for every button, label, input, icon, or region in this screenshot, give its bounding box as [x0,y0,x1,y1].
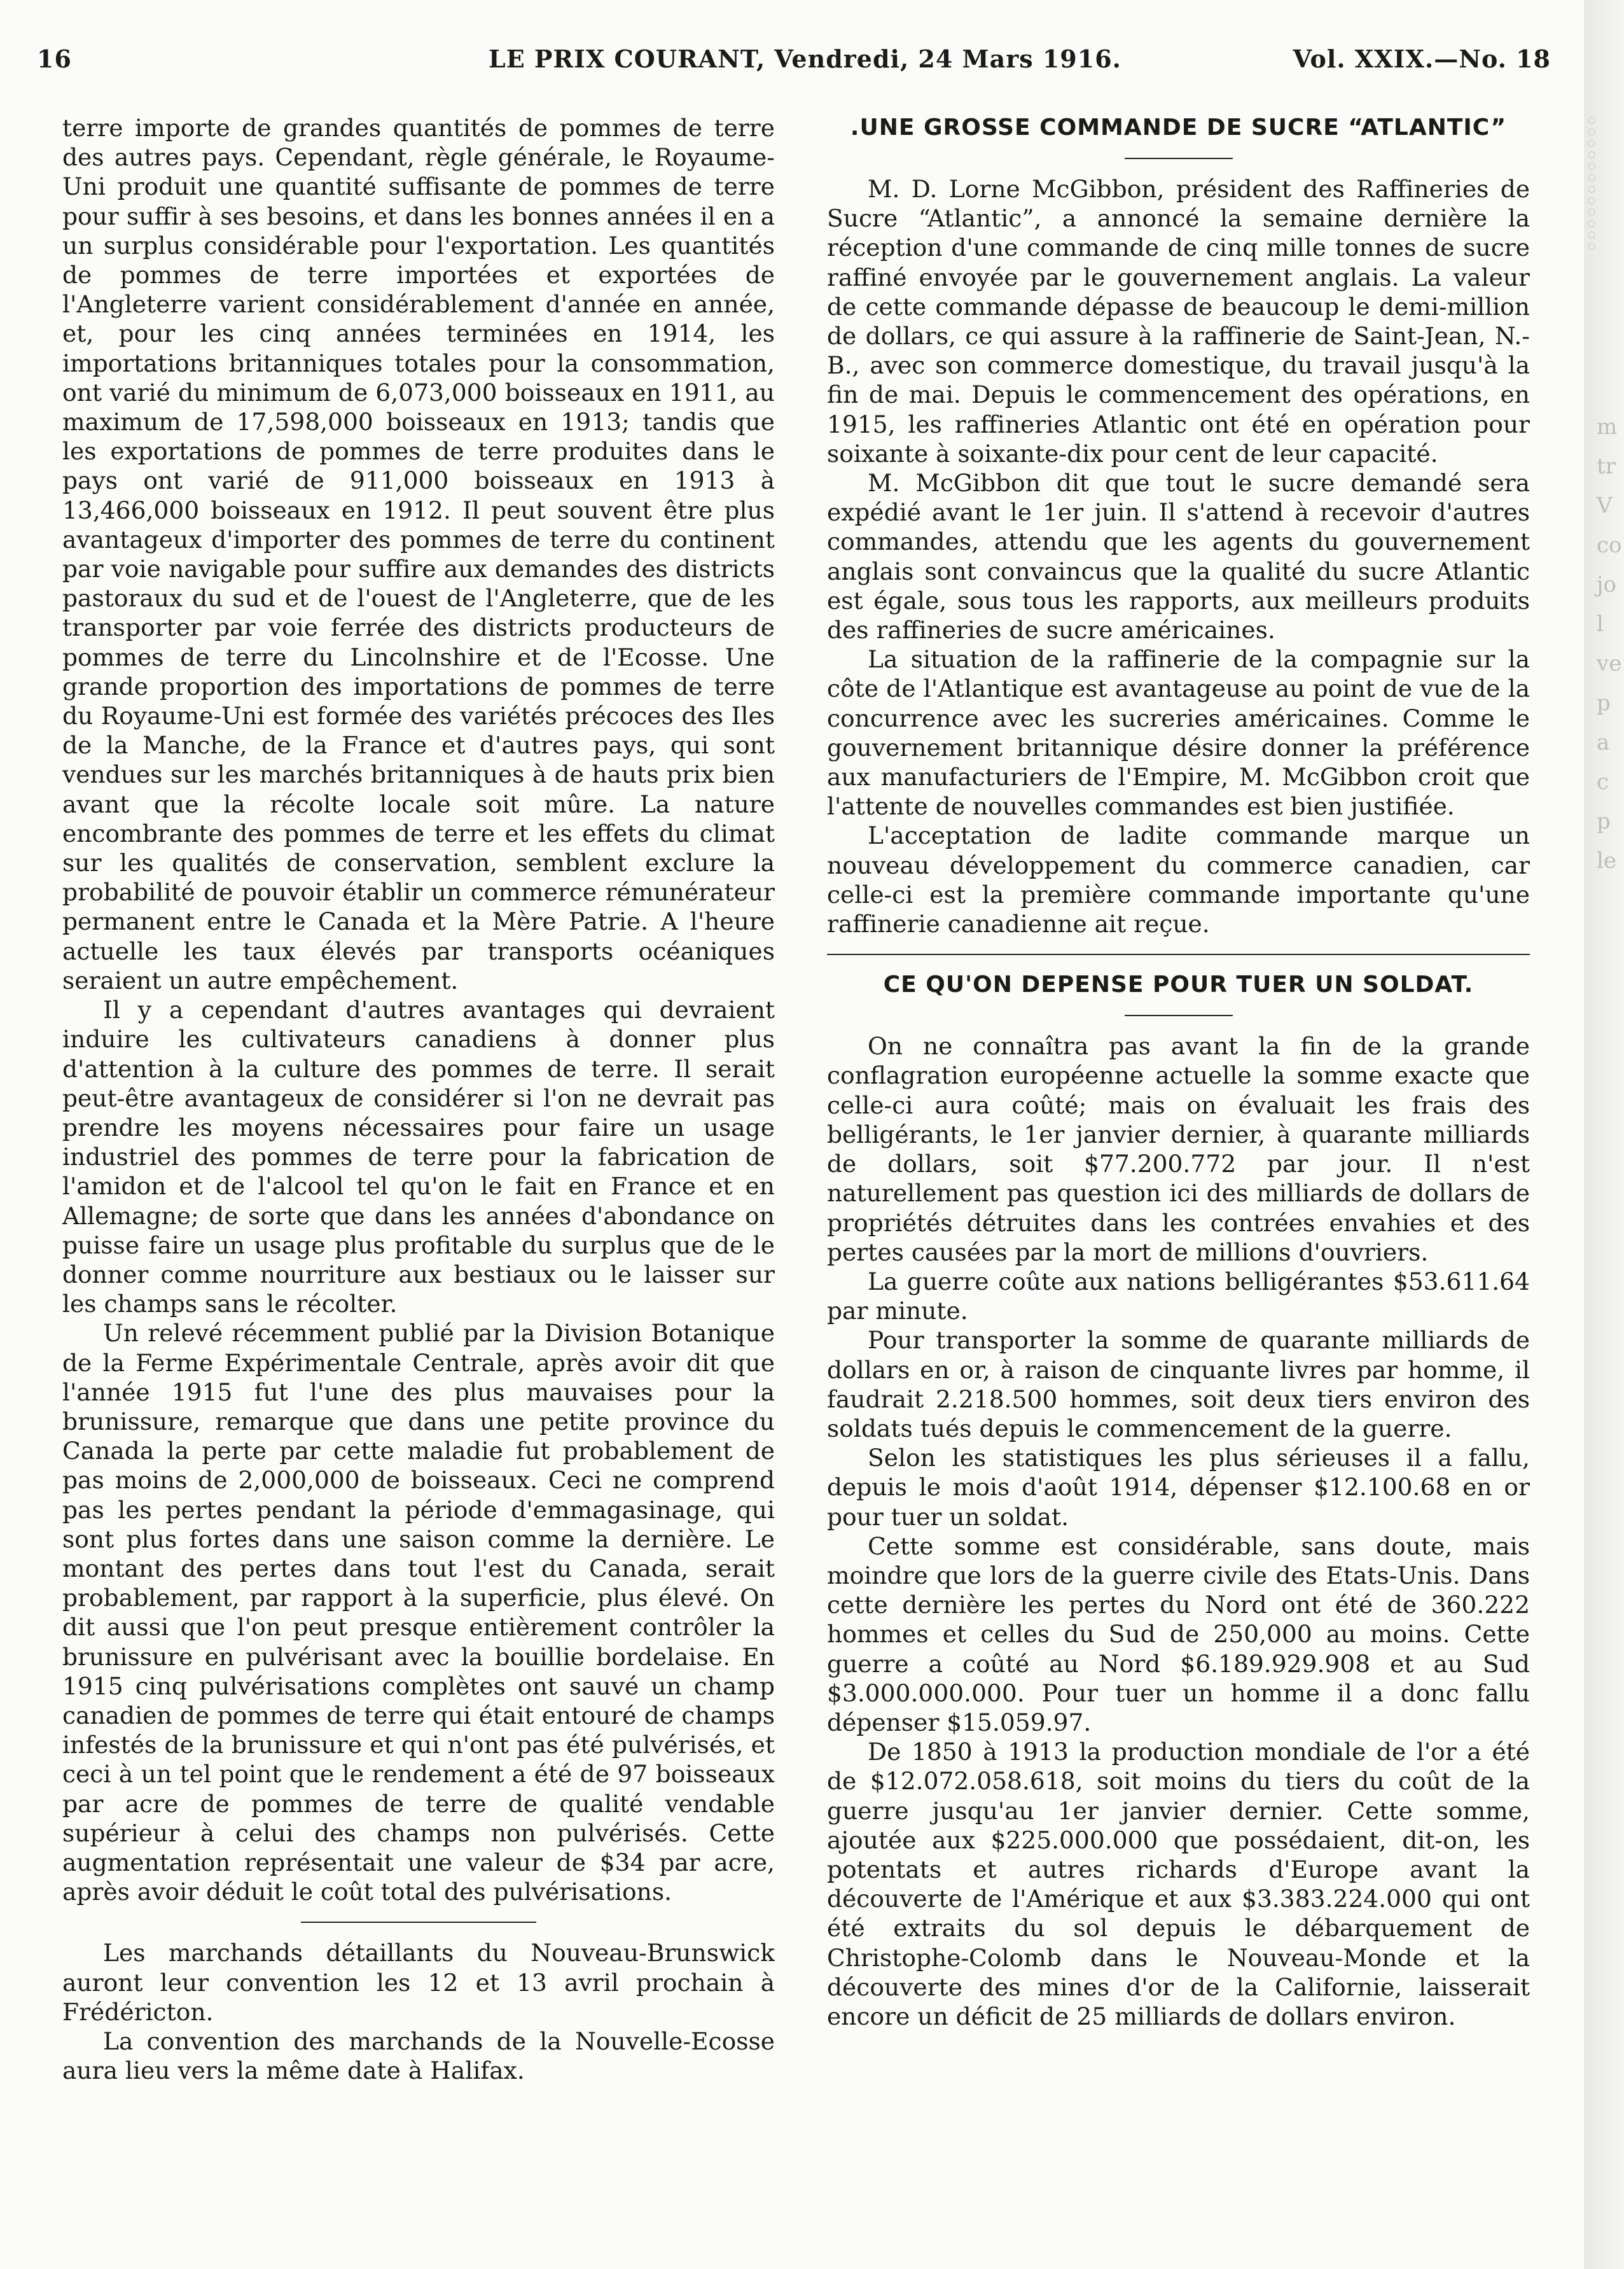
edge-letter: tr [1597,454,1616,479]
article-paragraph: M. D. Lorne McGibbon, président des Raffineries de Sucre “Atlantic”, a annoncé la semaine dernière la réception d'une commande de cinq mille tonnes de sucre raffiné envoyée par le gouvernement anglais. La valeur de cette commande dépasse de beaucoup le demi-million de dollars, ce qui assure à la raffinerie de Saint-Jean, N.-B., avec son commerce domestique, du travail jusqu'à la fin de mai. Depuis le commencement des opérations, en 1915, les raffineries Atlantic ont été en opération pour soixante à soixante-dix pour cent de leur capacité. [827,175,1530,468]
news-note: La convention des marchands de la Nouvelle-Ecosse aura lieu vers la même date à Halifax. [62,2027,775,2085]
article-paragraph: Cette somme est considérable, sans doute, mais moindre que lors de la guerre civile des Etats-Unis. Dans cette dernière les pertes du Nord ont été de 360.222 hommes et celles du Sud de 250,000 au moins. Cette guerre a coûté au Nord $6.189.929.908 et au Sud $3.000.000.000. Pour tuer un homme il a donc fallu dépenser $15.059.97. [827,1532,1530,1736]
edge-letter: p [1597,690,1611,716]
news-note: Les marchands détaillants du Nouveau-Brunswick auront leur convention les 12 et 13 avril prochain à Frédéricton. [62,1939,775,2026]
edge-letter: c [1597,769,1609,795]
page-header [37,45,1551,89]
left-column [62,113,775,2242]
edge-letter: le [1597,848,1616,874]
article-paragraph: L'acceptation de ladite commande marque un nouveau développement du commerce canadien, car celle-ci est la première commande importante qu'une raffinerie canadienne ait reçue. [827,821,1530,939]
edge-letter: a [1597,730,1610,755]
article-paragraph: La situation de la raffinerie de la compagnie sur la côte de l'Atlantique est avantageuse au point de vue de la concurrence avec les sucreries américaines. Comme le gouvernement britannique désire donner la préférence aux manufacturiers de l'Empire, M. McGibbon croit que l'attente de nouvelles commandes est bien justifiée. [827,645,1530,821]
binding-holes: ○ ○ ○ ○ ○ ○ ○ ○ ○ ○ ○ ○ [1588,115,1596,251]
edge-letter: V [1597,493,1613,519]
article-paragraph: Il y a cependant d'autres avantages qui devraient induire les cultivateurs canadiens à donner plus d'attention à la culture des pommes de terre. Il serait peut-être avantageux de considérer si l'on ne devrait pas prendre les moyens nécessaires pour faire un usage industriel des pommes de terre pour la fabrication de l'amidon et de l'alcool tel qu'on le fait en France et en Allemagne; de sorte que dans les années d'abondance on puisse faire un usage plus profitable du surplus que de le donner comme nourriture aux bestiaux ou le laisser sur les champs sans le récolter. [62,996,775,1318]
headline-divider [1125,1015,1233,1016]
article-paragraph: Selon les statistiques les plus sérieuses il a fallu, depuis le mois d'août 1914, dépenser $12.100.68 en or pour tuer un soldat. [827,1444,1530,1531]
edge-letter: ve [1597,651,1622,676]
adjacent-page-edge [1584,0,1624,2269]
edge-letter: m [1597,414,1618,440]
edge-letter: p [1597,809,1611,834]
edge-letter: l [1597,611,1604,637]
page-number: 16 [37,45,72,73]
column-divider [301,1922,536,1923]
article-paragraph: La guerre coûte aux nations belligérantes $53.611.64 par minute. [827,1267,1530,1325]
article-headline: .UNE GROSSE COMMANDE DE SUCRE “ATLANTIC” [850,115,1507,141]
edge-letter: co [1597,533,1622,558]
article-paragraph: M. McGibbon dit que tout le sucre demandé sera expédié avant le 1er juin. Il s'attend à recevoir d'autres commandes, attendu que les agents du gouvernement anglais sont convaincus que la qualité du sucre Atlantic est égale, sous tous les rapports, aux meilleurs produits des raffineries de sucre américaines. [827,469,1530,645]
masthead-title: LE PRIX COURANT, Vendredi, 24 Mars 1916. [489,45,1121,73]
article-paragraph: terre importe de grandes quantités de pommes de terre des autres pays. Cependant, règle générale, le Royaume-Uni produit une quantité suffisante de pommes de terre pour suffir à ses besoins, et dans les bonnes années il en a un surplus considérable pour l'exportation. Les quantités de pommes de terre importées et exportées de l'Angleterre varient considérablement d'année en année, et, pour les cinq années terminées en 1914, les importations britanniques totales pour la consommation, ont varié du minimum de 6,073,000 boisseaux en 1911, au maximum de 17,598,000 boisseaux en 1913; tandis que les exportations de pommes de terre produites dans le pays ont varié de 911,000 boisseaux en 1913 à 13,466,000 boisseaux en 1912. Il peut souvent être plus avantageux d'importer des pommes de terre du continent par voie navigable pour suffire aux demandes des districts pastoraux du sud et de l'ouest de l'Angleterre, que de les transporter par voie ferrée des districts producteurs de pommes de terre du Lincolnshire et de l'Ecosse. Une grande proportion des importations de pommes de terre du Royaume-Uni est formée des variétés précoces des Iles de la Manche, de la France et d'autres pays, qui sont vendues sur les marchés britanniques à de hauts prix bien avant que la récolte locale soit mûre. La nature encombrante des pommes de terre et les effets du climat sur les qualités de conservation, semblent exclure la probabilité de pouvoir établir un commerce rémunérateur permanent entre le Canada et la Mère Patrie. A l'heure actuelle les taux élevés par transports océaniques seraient un autre empêchement. [62,114,775,995]
article-paragraph: On ne connaîtra pas avant la fin de la grande conflagration européenne actuelle la somme exacte que celle-ci aura coûté; mais on évaluait les frais des belligérants, le 1er janvier dernier, à quarante milliards de dollars, soit $77.200.772 par jour. Il n'est naturellement pas question ici des milliards de dollars de propriétés détruites dans les contrées envahies et des pertes causées par la mort de millions d'ouvriers. [827,1032,1530,1266]
adjacent-page-text [1597,407,1622,881]
article-paragraph: Un relevé récemment publié par la Division Botanique de la Ferme Expérimentale Centrale, après avoir dit que l'année 1915 fut l'une des plus mauvaises pour la brunissure, remarque que dans une petite province du Canada la perte par cette maladie fut probablement de pas moins de 2,000,000 de boisseaux. Ceci ne comprend pas les pertes pendant la période d'emmagasinage, qui sont plus fortes dans une saison comme la dernière. Le montant des pertes dans tout l'est du Canada, serait probablement, par rapport à la superficie, plus élevé. On dit aussi que l'on peut presque entièrement contrôler la brunissure en pulvérisant avec la bouillie bordelaise. En 1915 cinq pulvérisations complètes ont sauvé un champ canadien de pommes de terre qui était entouré de champs infestés de la brunissure et qui n'ont pas été pulvérisés, et ceci à un tel point que le rendement a été de 97 boisseaux par acre de pommes de terre de qualité vendable supérieur à celui des champs non pulvérisés. Cette augmentation représentait une valeur de $34 par acre, après avoir déduit le coût total des pulvérisations. [62,1319,775,1906]
right-column [827,113,1530,2242]
edge-letter: jo [1597,572,1617,597]
section-divider [827,954,1530,955]
article-paragraph: Pour transporter la somme de quarante milliards de dollars en or, à raison de cinquante livres par homme, il faudrait 2.218.500 hommes, soit deux tiers environ des soldats tués depuis le commencement de la guerre. [827,1326,1530,1442]
volume-number: Vol. XXIX.—No. 18 [1293,45,1551,73]
headline-divider [1125,158,1233,159]
article-headline: CE QU'ON DEPENSE POUR TUER UN SOLDAT. [883,972,1474,998]
article-paragraph: De 1850 à 1913 la production mondiale de l'or a été de $12.072.058.618, soit moins du tiers du coût de la guerre jusqu'au 1er janvier dernier. Cette somme, ajoutée aux $225.000.000 que possédaient, dit-on, les potentats et autres richards d'Europe avant la découverte de l'Amérique et aux $3.383.224.000 qui ont été extraits du sol depuis le débarquement de Christophe-Colomb dans le Nouveau-Monde et la découverte des mines d'or de la Californie, laisserait encore un déficit de 25 milliards de dollars environ. [827,1738,1530,2030]
